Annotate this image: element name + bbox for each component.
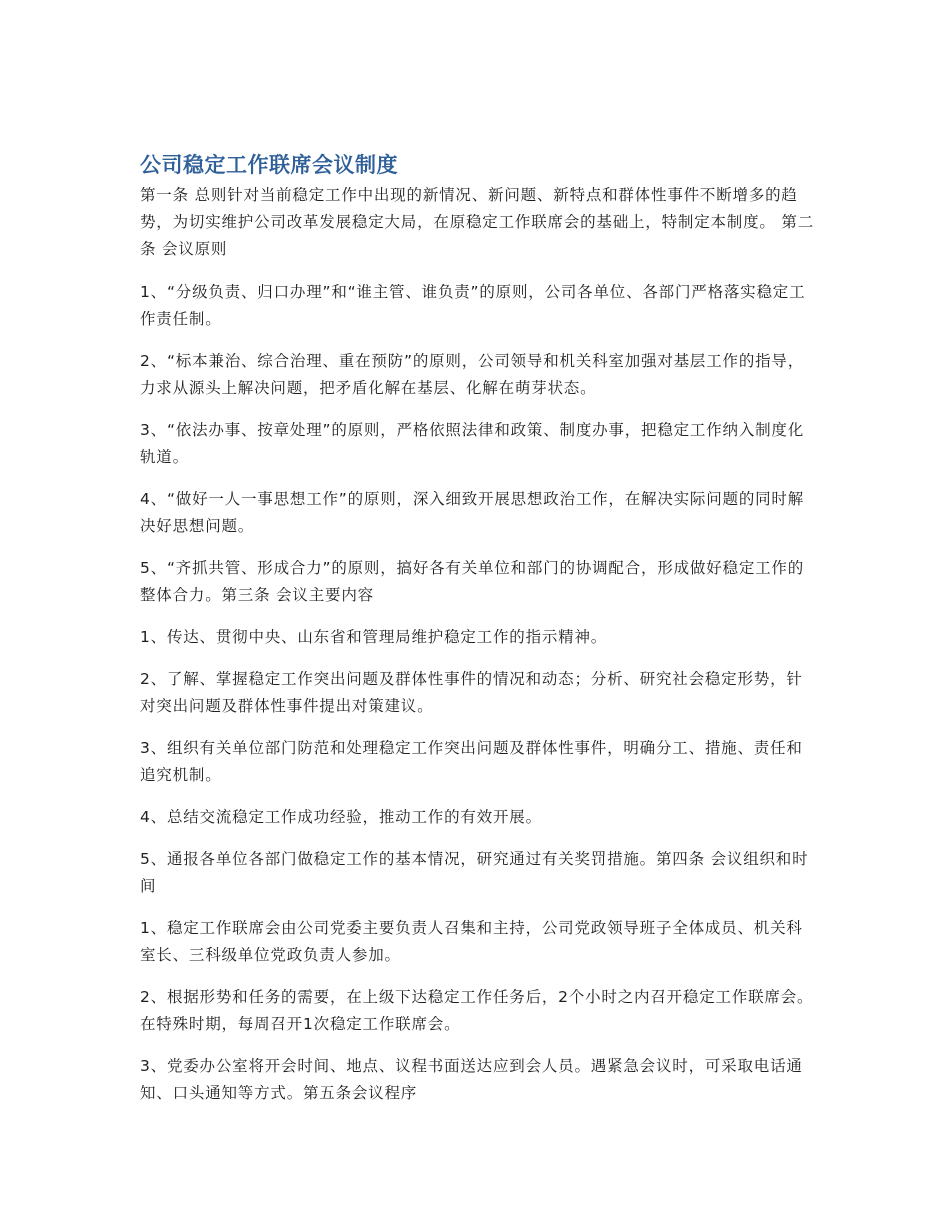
paragraph: 3、组织有关单位部门防范和处理稳定工作突出问题及群体性事件，明确分工、措施、责任和追究机制。 [140,739,803,784]
document-title: 公司稳定工作联席会议制度 [140,153,398,177]
paragraph: 4、“做好一人一事思想工作”的原则，深入细致开展思想政治工作，在解决实际问题的同时解决好思想问题。 [140,490,805,535]
paragraph: 2、了解、掌握稳定工作突出问题及群体性事件的情况和动态；分析、研究社会稳定形势，针对突出问题及群体性事件提出对策建议。 [140,670,803,715]
paragraph: 1、传达、贯彻中央、山东省和管理局维护稳定工作的指示精神。 [140,628,608,646]
paragraph: 3、“依法办事、按章处理”的原则，严格依照法律和政策、制度办事，把稳定工作纳入制度化轨道。 [140,421,805,466]
paragraph: 5、通报各单位各部门做稳定工作的基本情况，研究通过有关奖罚措施。第四条 会议组织和时间 [140,850,809,895]
paragraph: 4、总结交流稳定工作成功经验，推动工作的有效开展。 [140,808,542,826]
paragraph: 2、“标本兼治、综合治理、重在预防”的原则，公司领导和机关科室加强对基层工作的指导，力求从源头上解决问题，把矛盾化解在基层、化解在萌芽状态。 [140,352,805,397]
paragraph: 1、“分级负责、归口办理”和“谁主管、谁负责”的原则，公司各单位、各部门严格落实稳定工作责任制。 [140,283,806,328]
paragraph: 3、党委办公室将开会时间、地点、议程书面送达应到会人员。遇紧急会议时，可采取电话通知、口头通知等方式。第五条会议程序 [140,1057,803,1102]
paragraph: 2、根据形势和任务的需要，在上级下达稳定工作任务后，2个小时之内召开稳定工作联席会。在特殊时期，每周召开1次稳定工作联席会。 [140,988,814,1033]
paragraph-general-provisions: 第一条 总则针对当前稳定工作中出现的新情况、新问题、新特点和群体性事件不断增多的趋势，为切实维护公司改革发展稳定大局，在原稳定工作联席会的基础上，特制定本制度。 第二条 会议原则 [140,186,815,258]
paragraph: 5、“齐抓共管、形成合力”的原则，搞好各有关单位和部门的协调配合，形成做好稳定工作的整体合力。第三条 会议主要内容 [140,559,805,604]
document-page [140,150,815,1122]
paragraph: 1、稳定工作联席会由公司党委主要负责人召集和主持，公司党政领导班子全体成员、机关科室长、三科级单位党政负责人参加。 [140,919,803,964]
